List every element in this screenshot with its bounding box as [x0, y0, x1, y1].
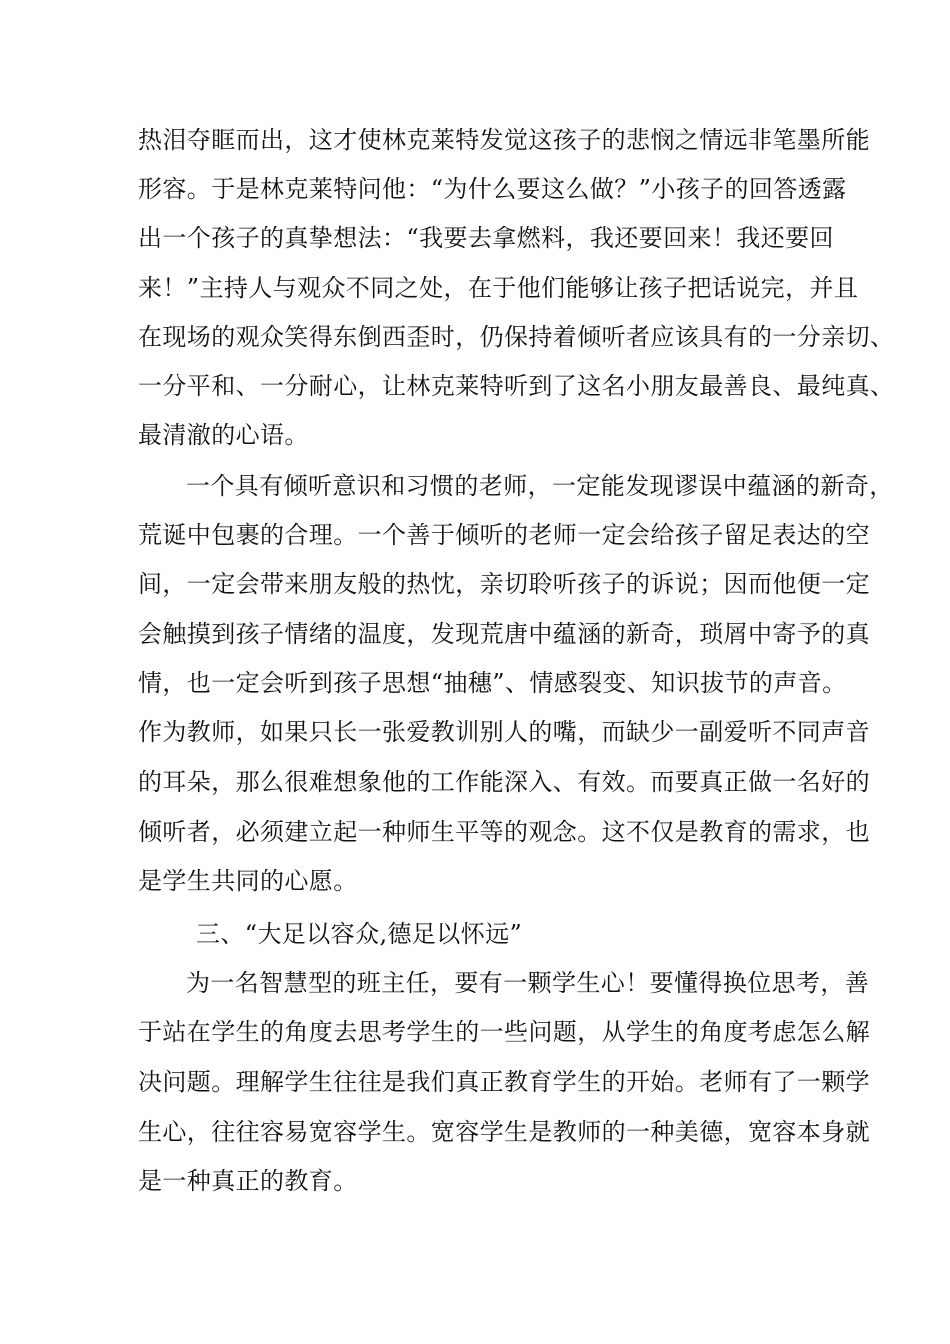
paragraph-3-line-1: 为一名智慧型的班主任，要有一颗学生心！要懂得换位思考，善	[186, 969, 870, 997]
paragraph-1-line-1: 热泪夺眶而出，这才使林克莱特发觉这孩子的悲悯之情远非笔墨所能	[138, 126, 870, 154]
paragraph-2-line-8: 倾听者，必须建立起一种师生平等的观念。这不仅是教育的需求，也	[138, 818, 870, 846]
paragraph-2-line-4: 会触摸到孩子情绪的温度，发现荒唐中蕴涵的新奇，琐屑中寄予的真	[138, 620, 870, 648]
paragraph-1-line-3: 出一个孩子的真挚想法：“我要去拿燃料，我还要回来！我还要回	[138, 224, 834, 252]
section-heading: 三、“大足以容众,德足以怀远”	[196, 920, 523, 948]
paragraph-1-line-4: 来！”主持人与观众不同之处，在于他们能够让孩子把话说完，并且	[138, 274, 859, 302]
paragraph-2-line-6: 作为教师，如果只长一张爱教训别人的嘴，而缺少一副爱听不同声音	[138, 718, 870, 746]
paragraph-1-line-7: 最清澈的心语。	[138, 421, 309, 449]
paragraph-1-line-5: 在现场的观众笑得东倒西歪时，仍保持着倾听者应该具有的一分亲切、	[138, 323, 895, 351]
paragraph-2-line-2: 荒诞中包裹的合理。一个善于倾听的老师一定会给孩子留足表达的空	[138, 521, 870, 549]
paragraph-2-line-1: 一个具有倾听意识和习惯的老师，一定能发现谬误中蕴涵的新奇，	[186, 472, 894, 500]
paragraph-3-line-2: 于站在学生的角度去思考学生的一些问题，从学生的角度考虑怎么解	[138, 1018, 870, 1046]
paragraph-2-line-9: 是学生共同的心愿。	[138, 867, 358, 895]
paragraph-3-line-3: 决问题。理解学生往往是我们真正教育学生的开始。老师有了一颗学	[138, 1068, 870, 1096]
paragraph-1-line-2: 形容。于是林克莱特问他：“为什么要这么做？”小孩子的回答透露	[138, 175, 847, 203]
paragraph-2-line-3: 间，一定会带来朋友般的热忱，亲切聆听孩子的诉说；因而他便一定	[138, 570, 870, 598]
paragraph-3-line-4: 生心，往往容易宽容学生。宽容学生是教师的一种美德，宽容本身就	[138, 1118, 870, 1146]
paragraph-1-line-6: 一分平和、一分耐心，让林克莱特听到了这名小朋友最善良、最纯真、	[138, 372, 895, 400]
paragraph-2-line-5: 情，也一定会听到孩子思想“抽穗”、情感裂变、知识拔节的声音。	[138, 669, 847, 697]
paragraph-2-line-7: 的耳朵，那么很难想象他的工作能深入、有效。而要真正做一名好的	[138, 768, 870, 796]
paragraph-3-line-5: 是一种真正的教育。	[138, 1167, 358, 1195]
